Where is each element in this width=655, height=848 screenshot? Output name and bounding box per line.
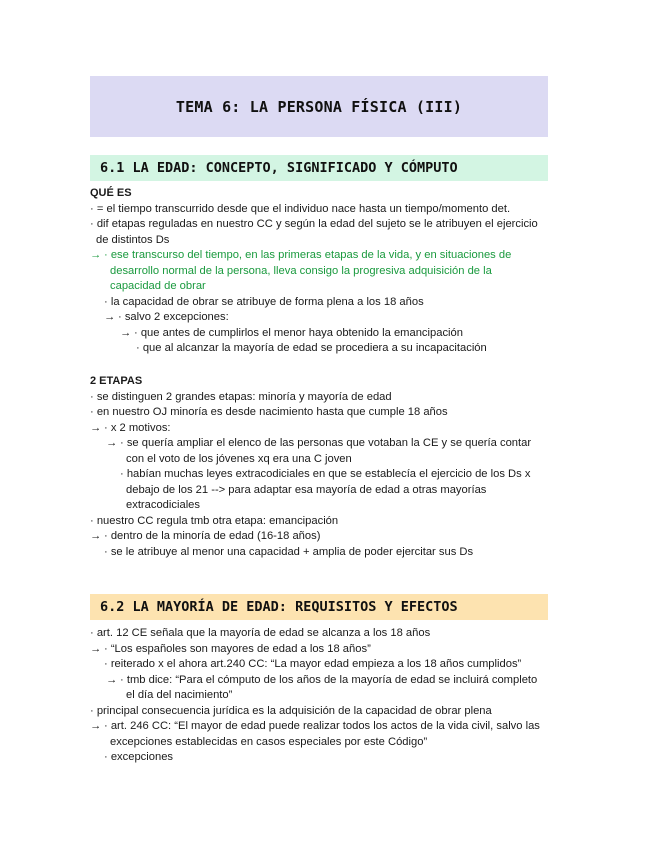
section-heading-6-1: 6.1 LA EDAD: CONCEPTO, SIGNIFICADO Y CÓMPUTO: [90, 155, 548, 181]
text-line: · excepciones: [104, 751, 174, 763]
arrow-icon: →: [90, 720, 102, 732]
arrow-icon: →: [106, 437, 118, 449]
arrow-icon: →: [90, 642, 102, 655]
title-banner: [90, 76, 548, 137]
arrow-icon: →: [90, 530, 102, 542]
text-line: · se distinguen 2 grandes etapas: minoría y mayoría de edad: [90, 390, 392, 403]
que-es-block: [90, 186, 570, 357]
section-heading-6-2: 6.2 LA MAYORÍA DE EDAD: REQUISITOS Y EFECTOS: [90, 594, 548, 620]
text-line: · art. 246 CC: “El mayor de edad puede realizar todos los actos de la vida civil, salvo las: [104, 720, 540, 732]
text-line: · en nuestro OJ minoría es desde nacimiento hasta que cumple 18 años: [90, 406, 448, 418]
text-line: · reiterado x el ahora art.240 CC: “La mayor edad empieza a los 18 años cumplidos”: [104, 658, 522, 670]
arrow-icon: →: [90, 421, 102, 434]
subheading-etapas: 2 ETAPAS: [90, 375, 143, 387]
text-line: · la capacidad de obrar se atribuye de forma plena a los 18 años: [104, 295, 424, 308]
text-line: · principal consecuencia jurídica es la adquisición de la capacidad de obrar plena: [90, 704, 492, 717]
text-line: · se le atribuye al menor una capacidad + amplia de poder ejercitar sus Ds: [104, 545, 474, 558]
arrow-icon: →: [90, 249, 102, 261]
text-line: · ese transcurso del tiempo, en las primeras etapas de la vida, y en situaciones de: [104, 249, 512, 261]
text-line: debajo de los 21 --> para adaptar esa mayoría de edad a otras mayorías: [126, 483, 487, 496]
page-title: TEMA 6: LA PERSONA FÍSICA (III): [175, 97, 463, 116]
text-line: · dif etapas reguladas en nuestro CC y según la edad del sujeto se le atribuyen el ejercicio: [90, 218, 538, 230]
arrow-icon: →: [120, 326, 132, 339]
subheading-que-es: QUÉ ES: [90, 187, 132, 199]
text-line: desarrollo normal de la persona, lleva consigo la progresiva adquisición de la: [110, 264, 492, 277]
text-line: · que antes de cumplirlos el menor haya obtenido la emancipación: [134, 326, 463, 339]
text-line: · se quería ampliar el elenco de las personas que votaban la CE y se quería contar: [120, 437, 532, 449]
text-line: de distintos Ds: [96, 233, 170, 246]
text-line: · = el tiempo transcurrido desde que el individuo nace hasta un tiempo/momento det.: [90, 202, 511, 215]
text-line: · habían muchas leyes extracodiciales en que se establecía el ejercicio de los Ds x: [120, 468, 531, 480]
text-line: capacidad de obrar: [110, 280, 206, 292]
text-line: con el voto de los jóvenes xq era una C joven: [126, 452, 352, 465]
arrow-icon: →: [106, 673, 118, 686]
text-line: · nuestro CC regula tmb otra etapa: emancipación: [90, 514, 339, 527]
etapas-block: [90, 374, 570, 560]
text-line: · “Los españoles son mayores de edad a los 18 años”: [104, 642, 371, 655]
mayoria-block: [90, 626, 570, 766]
text-line: · salvo 2 excepciones:: [118, 311, 229, 323]
text-line: · que al alcanzar la mayoría de edad se procediera a su incapacitación: [136, 342, 487, 354]
text-line: · art. 12 CE señala que la mayoría de edad se alcanza a los 18 años: [90, 627, 431, 639]
text-line: · dentro de la minoría de edad (16-18 años): [104, 530, 321, 542]
text-line: · tmb dice: “Para el cómputo de los años de la mayoría de edad se incluirá completo: [120, 673, 538, 686]
text-line: excepciones establecidas en casos especiales por este Código”: [110, 735, 428, 748]
arrow-icon: →: [104, 311, 116, 323]
text-line: · x 2 motivos:: [104, 421, 171, 434]
text-line: extracodiciales: [126, 499, 200, 511]
text-line: el día del nacimiento”: [126, 689, 233, 701]
